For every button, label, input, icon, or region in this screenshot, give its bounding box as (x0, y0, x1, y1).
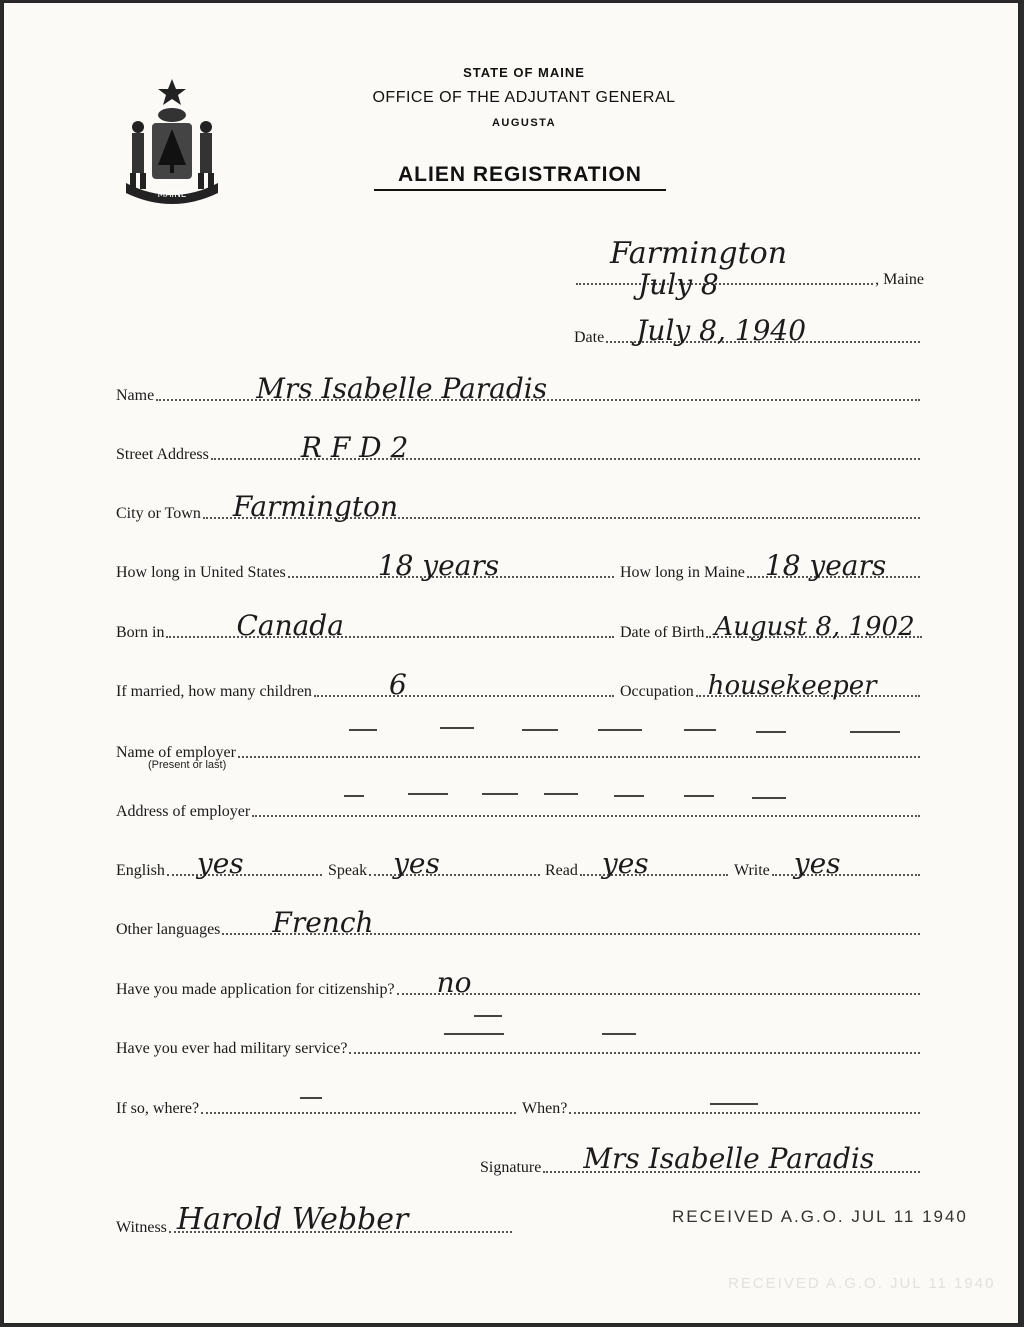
other-languages-row (116, 906, 922, 939)
date-line[interactable] (606, 314, 920, 347)
place-line[interactable] (576, 236, 873, 301)
employer-dash (440, 727, 474, 729)
citizenship-label: Have you made application for citizenship? (116, 981, 395, 998)
children-label: If married, how many children (116, 683, 312, 700)
military-row (116, 1034, 922, 1058)
maine-field[interactable] (747, 549, 920, 582)
other-languages-value: French (272, 906, 374, 939)
place-row (574, 236, 924, 301)
header-city: AUGUSTA (491, 117, 557, 129)
read-value: yes (601, 847, 649, 880)
name-label: Name (116, 387, 155, 404)
citizenship-field[interactable] (397, 966, 920, 999)
employer-row (116, 738, 922, 762)
dob-row (620, 612, 922, 642)
street-label: Street Address (116, 446, 209, 463)
employer-address-label: Address of employer (116, 803, 251, 820)
citizenship-dash (474, 1015, 502, 1017)
occupation-label: Occupation (620, 683, 694, 700)
where-field[interactable] (201, 1112, 516, 1114)
employer-dash (684, 729, 716, 731)
write-label: Write (734, 862, 770, 879)
employer-dash (756, 731, 786, 733)
military-label: Have you ever had military service? (116, 1040, 348, 1057)
write-value: yes (793, 847, 841, 880)
speak-field[interactable] (369, 847, 540, 880)
employer-field[interactable] (238, 756, 920, 758)
other-languages-label: Other languages (116, 921, 221, 938)
military-dash (444, 1033, 504, 1035)
street-field[interactable] (211, 431, 920, 464)
name-field[interactable] (156, 372, 920, 405)
city-field[interactable] (203, 490, 920, 523)
maine-state-seal (116, 75, 228, 205)
signature-value: Mrs Isabelle Paradis (583, 1142, 875, 1175)
form-title: ALIEN REGISTRATION (374, 163, 666, 191)
speak-value: yes (393, 847, 440, 880)
place-overwrite: July 8 (638, 268, 719, 301)
english-row (116, 847, 324, 880)
when-field[interactable] (569, 1112, 920, 1114)
date-value: July 8, 1940 (636, 314, 807, 347)
received-stamp: RECEIVED A.G.O. JUL 11 1940 (672, 1207, 968, 1226)
other-languages-field[interactable] (222, 906, 920, 939)
dob-value: August 8, 1902 (714, 612, 915, 642)
dob-label: Date of Birth (620, 624, 705, 641)
us-label: How long in United States (116, 564, 286, 581)
date-label: Date (574, 329, 605, 346)
employer-dash (598, 729, 642, 731)
header-office: OFFICE OF THE ADJUTANT GENERAL (372, 89, 676, 106)
employer-address-dash (614, 795, 644, 797)
occupation-field[interactable] (696, 671, 920, 701)
us-row (116, 549, 616, 582)
city-row (116, 490, 922, 523)
place-value: Farmington (610, 236, 788, 271)
citizenship-row (116, 966, 922, 999)
occupation-row (620, 671, 922, 701)
children-row (116, 668, 616, 701)
born-field[interactable] (166, 609, 614, 642)
place-label: , Maine (875, 271, 924, 288)
employer-address-field[interactable] (252, 815, 920, 817)
received-stamp-offset: RECEIVED A.G.O. JUL 11 1940 (728, 1275, 996, 1292)
dob-field[interactable] (706, 612, 922, 642)
name-row (116, 372, 922, 405)
employer-label: Name of employer (116, 744, 236, 761)
where-dash (300, 1097, 322, 1099)
employer-sublabel: (Present or last) (148, 759, 227, 771)
military-field[interactable] (349, 1052, 920, 1054)
name-value: Mrs Isabelle Paradis (256, 372, 548, 405)
speak-label: Speak (328, 862, 368, 879)
english-label: English (116, 862, 165, 879)
born-row (116, 609, 616, 642)
employer-address-dash (344, 795, 364, 797)
when-label: When? (522, 1100, 568, 1117)
where-label: If so, where? (116, 1100, 200, 1117)
born-value: Canada (236, 609, 344, 642)
city-value: Farmington (232, 490, 399, 523)
witness-row (116, 1202, 514, 1237)
children-field[interactable] (314, 668, 614, 701)
us-value: 18 years (377, 549, 500, 582)
children-value: 6 (388, 668, 407, 701)
english-value: yes (196, 847, 244, 880)
employer-address-dash (408, 793, 448, 795)
employer-address-dash (544, 793, 578, 795)
form-page (4, 3, 1018, 1323)
employer-address-row (116, 797, 922, 821)
employer-dash (522, 729, 558, 731)
occupation-value: housekeeper (707, 671, 877, 701)
witness-value: Harold Webber (176, 1202, 409, 1237)
employer-address-dash (482, 793, 518, 795)
citizenship-value: no (436, 966, 472, 999)
english-field[interactable] (167, 847, 322, 880)
read-label: Read (545, 862, 578, 879)
read-field[interactable] (580, 847, 728, 880)
maine-row (620, 549, 922, 582)
employer-address-dash (684, 795, 714, 797)
signature-row (480, 1142, 922, 1177)
born-label: Born in (116, 624, 165, 641)
employer-dash (850, 731, 900, 733)
date-row (574, 314, 922, 347)
write-row (734, 847, 922, 880)
read-row (545, 847, 730, 880)
when-dash (710, 1103, 758, 1105)
us-field[interactable] (288, 549, 614, 582)
employer-address-dash (752, 797, 786, 799)
military-dash (602, 1033, 636, 1035)
witness-label: Witness (116, 1219, 167, 1236)
header-state: STATE OF MAINE (463, 65, 585, 80)
street-row (116, 431, 922, 464)
street-value: R F D 2 (300, 431, 409, 464)
when-row (522, 1094, 922, 1118)
maine-label: How long in Maine (620, 564, 745, 581)
city-label: City or Town (116, 505, 201, 522)
signature-field[interactable] (543, 1142, 920, 1175)
witness-field[interactable] (169, 1202, 512, 1237)
speak-row (328, 847, 542, 880)
seal-banner-text: MAINE (157, 190, 187, 200)
maine-value: 18 years (764, 549, 887, 582)
employer-dash (349, 729, 377, 731)
write-field[interactable] (772, 847, 920, 880)
signature-label: Signature (480, 1159, 542, 1176)
